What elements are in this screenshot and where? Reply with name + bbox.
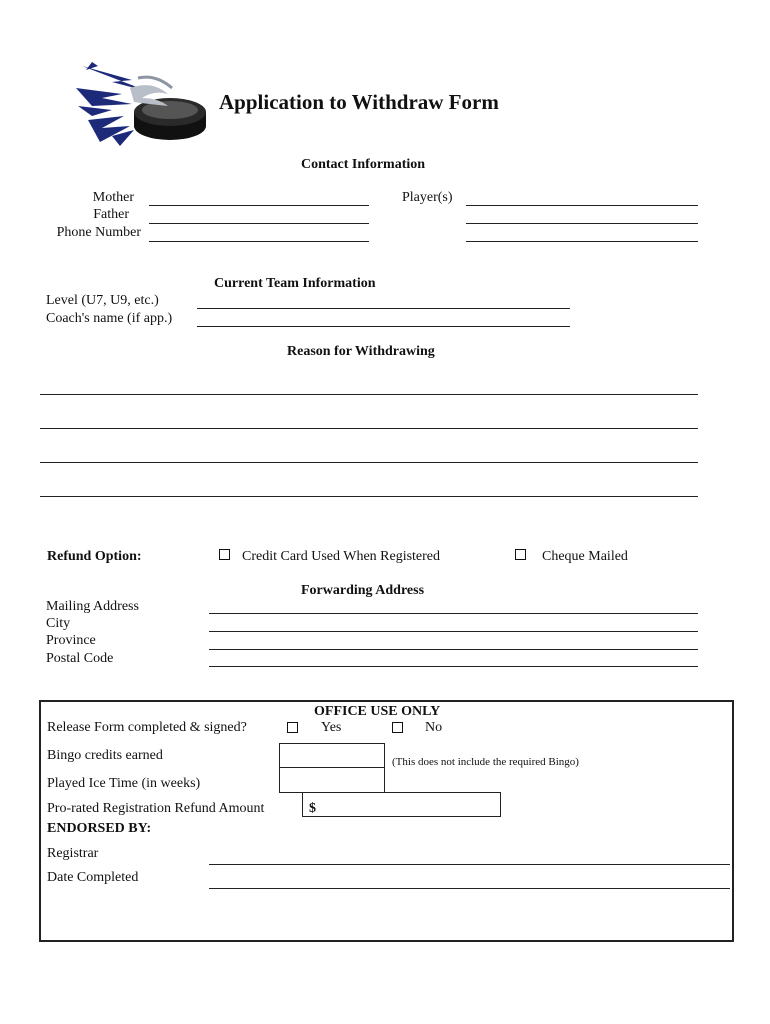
mailing-label: Mailing Address: [46, 599, 139, 614]
postal-label: Postal Code: [46, 651, 114, 666]
credit-card-checkbox[interactable]: [219, 549, 230, 560]
refund-amount-label: Pro-rated Registration Refund Amount: [47, 801, 265, 816]
release-yes-checkbox[interactable]: [287, 722, 298, 733]
player-field[interactable]: [466, 223, 698, 224]
release-yes-label: Yes: [321, 720, 342, 735]
city-field[interactable]: [209, 631, 698, 632]
reason-line[interactable]: [40, 496, 698, 497]
endorsed-label: ENDORSED BY:: [47, 821, 152, 836]
bingo-note: (This does not include the required Bingo): [392, 756, 579, 768]
coach-field[interactable]: [197, 326, 570, 327]
players-label: Player(s): [402, 190, 453, 205]
province-label: Province: [46, 633, 96, 648]
city-label: City: [46, 616, 71, 631]
contact-heading: Contact Information: [301, 157, 426, 172]
registrar-label: Registrar: [47, 846, 99, 861]
currency-symbol: $: [309, 801, 316, 816]
reason-line[interactable]: [40, 462, 698, 463]
forwarding-heading: Forwarding Address: [301, 583, 425, 598]
mother-label: Mother: [92, 190, 134, 205]
hockey-puck-logo-icon: [72, 58, 212, 150]
reason-line[interactable]: [40, 428, 698, 429]
team-heading: Current Team Information: [214, 276, 376, 291]
registrar-field[interactable]: [209, 864, 730, 865]
father-field[interactable]: [149, 223, 369, 224]
refund-amount-field[interactable]: [302, 792, 501, 817]
release-label: Release Form completed & signed?: [47, 720, 247, 735]
mailing-field[interactable]: [209, 613, 698, 614]
coach-label: Coach's name (if app.): [46, 311, 173, 326]
province-field[interactable]: [209, 649, 698, 650]
office-heading: OFFICE USE ONLY: [314, 704, 441, 719]
credit-card-label: Credit Card Used When Registered: [242, 549, 441, 564]
bingo-credits-field[interactable]: [279, 743, 385, 769]
phone-label: Phone Number: [56, 225, 141, 240]
date-completed-label: Date Completed: [47, 870, 139, 885]
ice-time-field[interactable]: [279, 767, 385, 793]
release-no-checkbox[interactable]: [392, 722, 403, 733]
release-no-label: No: [425, 720, 443, 735]
reason-heading: Reason for Withdrawing: [287, 344, 435, 359]
cheque-checkbox[interactable]: [515, 549, 526, 560]
player-field[interactable]: [466, 205, 698, 206]
level-label: Level (U7, U9, etc.): [46, 293, 159, 308]
reason-line[interactable]: [40, 394, 698, 395]
refund-label: Refund Option:: [47, 549, 142, 564]
page-title: Application to Withdraw Form: [219, 90, 499, 114]
level-field[interactable]: [197, 308, 570, 309]
date-completed-field[interactable]: [209, 888, 730, 889]
father-label: Father: [93, 207, 129, 222]
phone-field[interactable]: [149, 241, 369, 242]
ice-time-label: Played Ice Time (in weeks): [47, 776, 201, 791]
mother-field[interactable]: [149, 205, 369, 206]
postal-field[interactable]: [209, 666, 698, 667]
cheque-label: Cheque Mailed: [542, 549, 628, 564]
bingo-label: Bingo credits earned: [47, 748, 163, 763]
logo: [72, 58, 212, 150]
player-field[interactable]: [466, 241, 698, 242]
